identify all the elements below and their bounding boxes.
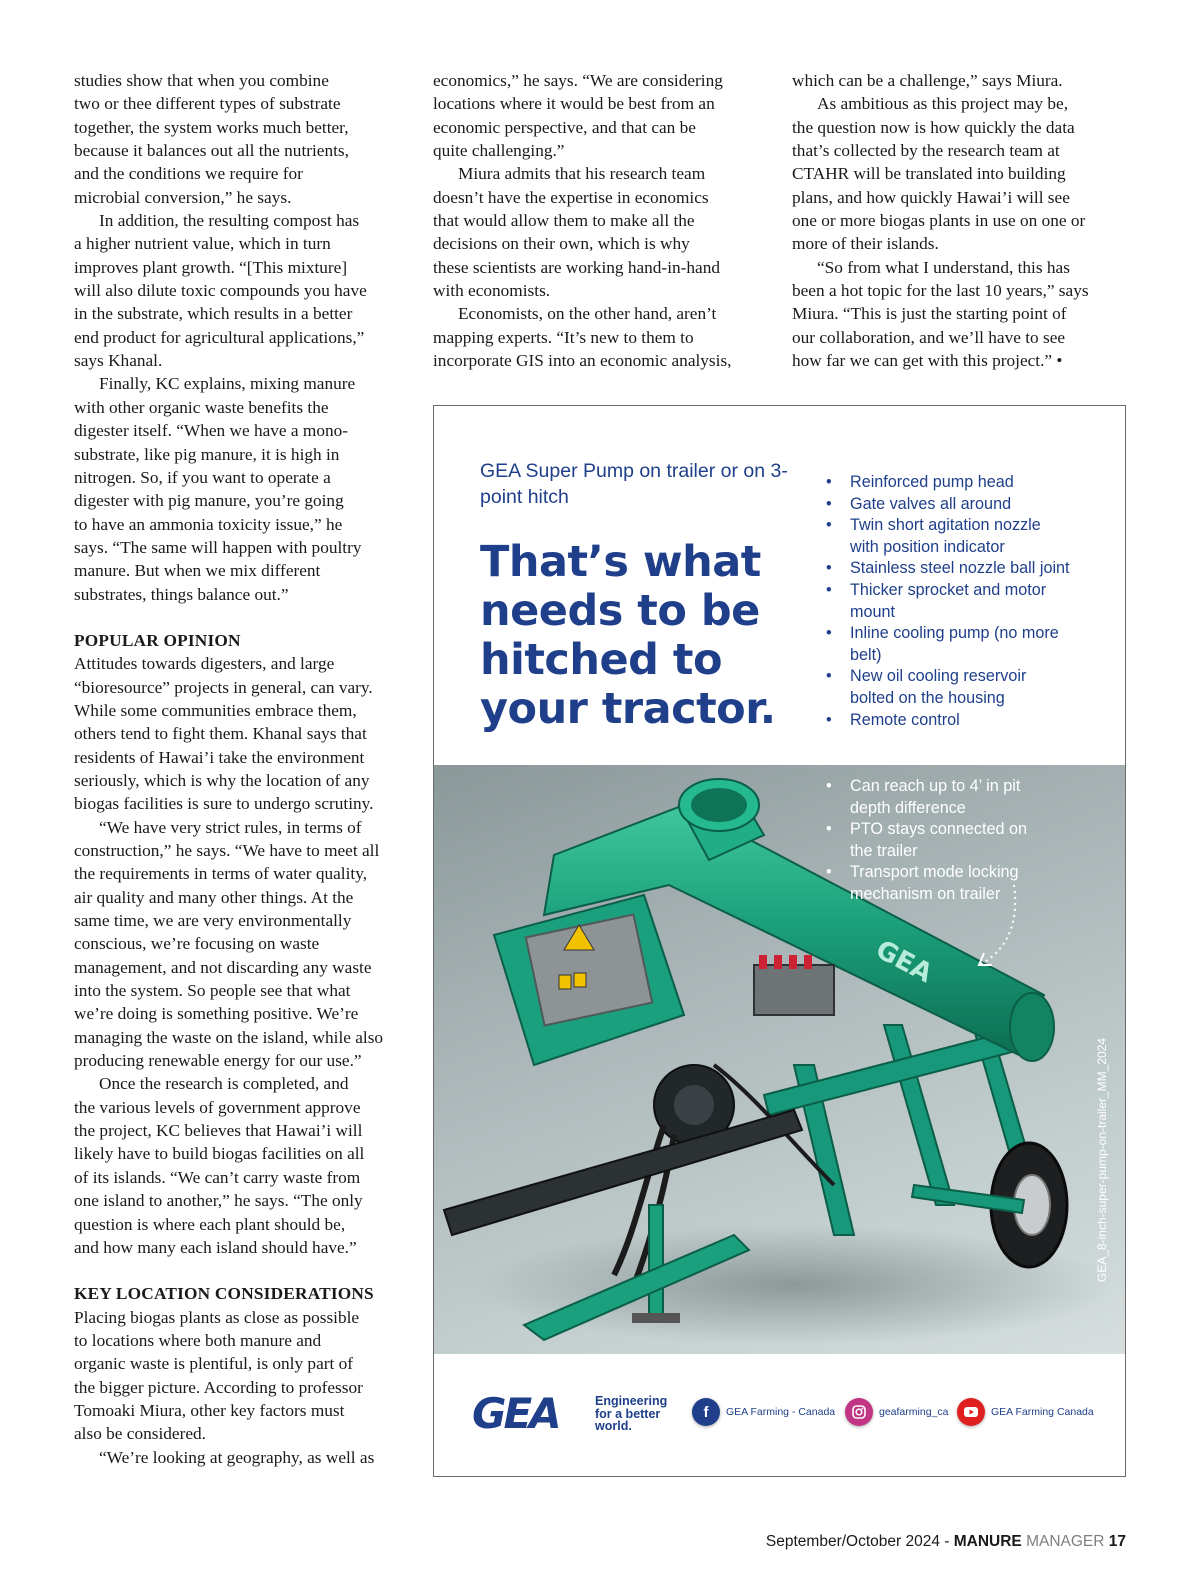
ad-headline: That’s what needs to be hitched to your tractor. (480, 537, 776, 734)
feature-item: • PTO stays connected on the trailer (826, 819, 1106, 862)
youtube-icon (957, 1398, 985, 1426)
social-label: geafarming_ca (879, 1406, 949, 1418)
gea-logo-text: GEA (472, 1392, 559, 1434)
machine-lettering: GEA (870, 934, 938, 989)
social-instagram[interactable] (845, 1398, 948, 1426)
feature-item: • Remote control (826, 710, 1111, 732)
feature-list (826, 472, 1111, 731)
social-label: GEA Farming - Canada (726, 1406, 836, 1418)
feature-item: • Transport mode locking mechanism on trailer (826, 862, 1106, 905)
pump-photo (434, 765, 1125, 1354)
section-heading-popular-opinion: POPULAR OPINION (74, 630, 241, 650)
paragraph: In addition, the resulting compost has a higher nutrient value, which in turn improves plant growth. “[This mixture] will also dilute toxic compounds you have in the substrate, which results in a better end product for agricultural applications,” says Khanal. (74, 211, 367, 371)
instagram-icon (845, 1398, 873, 1426)
paragraph: “We have very strict rules, in terms of construction,” he says. “We have to meet all the requirements in terms of water quality, air quality and many other things. At the same time, we are very environmentally conscious, we’re focusing on waste management, and not discarding any waste into the system. So people see that what we’re doing is something positive. We’re managing the waste on the island, while also producing renewable energy for our use.” (74, 817, 384, 1071)
paragraph: As ambitious as this project may be, the question now is how quickly the data that’s collected by the research team at CTAHR will be translated into building plans, and how quickly Hawai’i will see one or more biogas plants in use on one or more of their islands. (792, 94, 1086, 254)
feature-item: • Twin short agitation nozzle with position indicator (826, 515, 1111, 558)
photo-caption (1092, 1023, 1112, 1303)
ad-header (434, 406, 1125, 765)
paragraph: Miura admits that his research team doesn’t have the expertise in economics that would allow them to make all the decisions on their own, which is why these scientists are working hand-in-hand with economists. (433, 164, 720, 301)
article-column-1 (74, 69, 414, 1469)
feature-item: • New oil cooling reservoir bolted on the housing (826, 666, 1111, 709)
social-label: GEA Farming Canada (991, 1406, 1094, 1418)
feature-item: • Reinforced pump head (826, 472, 1111, 494)
facebook-icon: f (692, 1398, 720, 1426)
gea-logo (472, 1392, 588, 1434)
social-youtube[interactable] (957, 1398, 1094, 1426)
article-column-2 (433, 69, 778, 372)
feature-item: • Thicker sprocket and motor mount (826, 580, 1111, 623)
paragraph: studies show that when you combine two or thee different types of substrate together, the system works much better, because it balances out all the nutrients, and the conditions we require for microbial conversion,” he says. (74, 71, 349, 207)
ad-footer (434, 1354, 1125, 1476)
page-footer (766, 1533, 1126, 1551)
ad-kicker: GEA Super Pump on trailer or on 3-point hitch (480, 460, 788, 508)
feature-item: • Inline cooling pump (no more belt) (826, 623, 1111, 666)
feature-item: • Can reach up to 4’ in pit depth difference (826, 776, 1106, 819)
paragraph: Finally, KC explains, mixing manure with other organic waste benefits the digester itself. “When we have a mono- substrate, like pig manure, it is high in nitrogen. So, if you want to operate a digester with pig manure, you’re going to have an ammonia toxicity issue,” he says. “The same will happen with poultry manure. But when we mix different substrates, things balance out.” (74, 374, 362, 604)
feature-item: • Gate valves all around (826, 494, 1111, 516)
paragraph: which can be a challenge,” says Miura. (792, 71, 1063, 90)
gea-tagline: Engineering for a better world. (595, 1394, 668, 1433)
trailer-feature-list (826, 776, 1106, 906)
paragraph: Attitudes towards digesters, and large “bioresource” projects in general, can vary. While some communities embrace them, others tend to fight them. Khanal says that residents of Hawai’i take the environment seriously, which is why the location of any biogas facilities is sure to undergo scrutiny. (74, 654, 374, 814)
paragraph: Economists, on the other hand, aren’t mapping experts. “It’s new to them to incorporate GIS into an economic analysis, (433, 304, 732, 371)
page-number: 17 (1108, 1533, 1126, 1550)
paragraph: “We’re looking at geography, as well as (99, 1447, 375, 1467)
feature-item: • Stainless steel nozzle ball joint (826, 558, 1111, 580)
issue-date: September/October 2024 - (765, 1533, 954, 1550)
section-heading-key-location: KEY LOCATION CONSIDERATIONS (74, 1284, 374, 1304)
paragraph: “So from what I understand, this has been a hot topic for the last 10 years,” says Miura. “This is just the starting point of our collaboration, and we’ll have to see how far we can get with this project.” • (792, 257, 1089, 371)
magazine-name-light: MANAGER (1021, 1533, 1109, 1550)
magazine-name-bold: MANURE (953, 1533, 1022, 1550)
paragraph: Placing biogas plants as close as possible to locations where both manure and organic waste is plentiful, is only part of the bigger picture. According to professor Tomoaki Miura, other key factors must also be considered. (74, 1307, 363, 1444)
paragraph: economics,” he says. “We are considering locations where it would be best from an economic perspective, and that can be quite challenging.” (433, 71, 723, 161)
social-facebook[interactable] (692, 1398, 835, 1426)
article-column-3 (792, 69, 1137, 372)
gea-advertisement (433, 405, 1126, 1477)
paragraph: Once the research is completed, and the various levels of government approve the project, KC believes that Hawai’i will likely have to build biogas facilities on all of its islands. “We can’t carry waste from one island to another,” he says. “The only question is where each plant should be, and how many each island should have.” (74, 1074, 365, 1257)
photo-caption-text: GEA_8-inch-super-pump-on-trailer_MM_2024 (1095, 1037, 1109, 1283)
